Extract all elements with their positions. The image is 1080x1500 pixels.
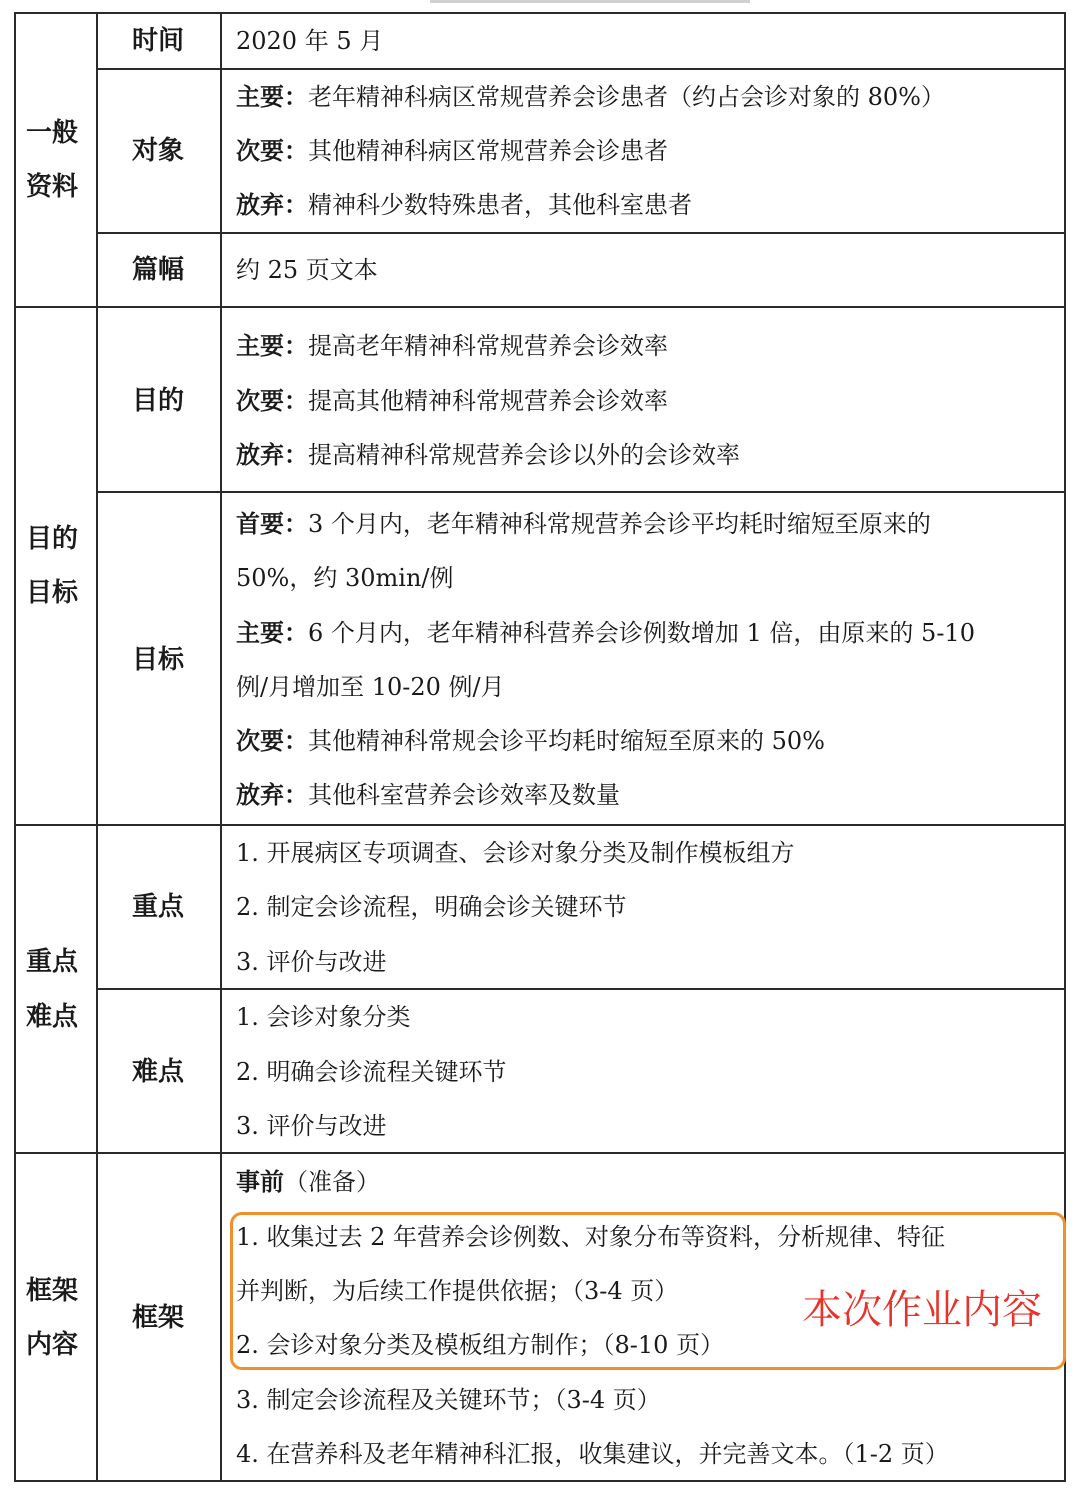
aim-label: 目的 — [132, 386, 185, 416]
target-line: 放弃：精神科少数特殊患者，其他科室患者 — [236, 191, 692, 219]
section-label-line1: 一般 — [26, 118, 79, 148]
section-label-line1: 框架 — [26, 1276, 79, 1306]
framework-line: 4. 在营养科及老年精神科汇报，收集建议，并完善文本。（1-2 页） — [236, 1440, 949, 1468]
aim-line: 主要：提高老年精神科常规营养会诊效率 — [236, 332, 668, 360]
hard-label: 难点 — [132, 1057, 185, 1087]
section-label-line2: 内容 — [26, 1330, 79, 1360]
aim-line: 放弃：提高精神科常规营养会诊以外的会诊效率 — [236, 441, 740, 469]
framework-label: 框架 — [132, 1303, 185, 1333]
section-label-line1: 目的 — [26, 524, 79, 554]
framework-line: 并判断，为后续工作提供依据；（3-4 页） — [236, 1277, 679, 1305]
length-value: 约 25 页文本 — [236, 256, 378, 284]
time-label: 时间 — [132, 26, 185, 56]
hard-line: 1. 会诊对象分类 — [236, 1003, 411, 1031]
time-value: 2020 年 5 月 — [236, 27, 384, 55]
section-label-line1: 重点 — [26, 947, 79, 977]
length-label: 篇幅 — [132, 255, 185, 285]
key-line: 1. 开展病区专项调查、会诊对象分类及制作模板组方 — [236, 839, 795, 867]
goal-line: 次要：其他精神科常规会诊平均耗时缩短至原来的 50% — [236, 727, 825, 755]
framework-line: 2. 会诊对象分类及模板组方制作；（8-10 页） — [236, 1331, 725, 1359]
section-label-line2: 资料 — [26, 172, 79, 202]
annotation-note: 本次作业内容 — [802, 1287, 1042, 1333]
goal-line: 50%，约 30min/例 — [236, 564, 454, 592]
goal-line: 例/月增加至 10-20 例/月 — [236, 673, 505, 701]
key-label: 重点 — [132, 892, 185, 922]
hard-line: 2. 明确会诊流程关键环节 — [236, 1058, 507, 1086]
section-label-line2: 目标 — [26, 578, 79, 608]
aim-line: 次要：提高其他精神科常规营养会诊效率 — [236, 387, 668, 415]
goal-label: 目标 — [132, 645, 185, 675]
goal-line: 首要：3 个月内，老年精神科常规营养会诊平均耗时缩短至原来的 — [236, 510, 931, 538]
framework-line: 3. 制定会诊流程及关键环节；（3-4 页） — [236, 1386, 661, 1414]
goal-line: 放弃：其他科室营养会诊效率及数量 — [236, 781, 620, 809]
key-line: 3. 评价与改进 — [236, 948, 387, 976]
key-line: 2. 制定会诊流程，明确会诊关键环节 — [236, 893, 627, 921]
top-edge — [430, 0, 750, 3]
goal-line: 主要：6 个月内，老年精神科营养会诊例数增加 1 倍，由原来的 5-10 — [236, 619, 975, 647]
target-line: 次要：其他精神科病区常规营养会诊患者 — [236, 137, 668, 165]
framework-heading: 事前（准备） — [236, 1168, 380, 1196]
section-label-line2: 难点 — [26, 1002, 79, 1032]
target-line: 主要：老年精神科病区常规营养会诊患者（约占会诊对象的 80%） — [236, 83, 945, 111]
hard-line: 3. 评价与改进 — [236, 1112, 387, 1140]
target-label: 对象 — [132, 136, 185, 166]
framework-line: 1. 收集过去 2 年营养会诊例数、对象分布等资料，分析规律、特征 — [236, 1223, 946, 1251]
